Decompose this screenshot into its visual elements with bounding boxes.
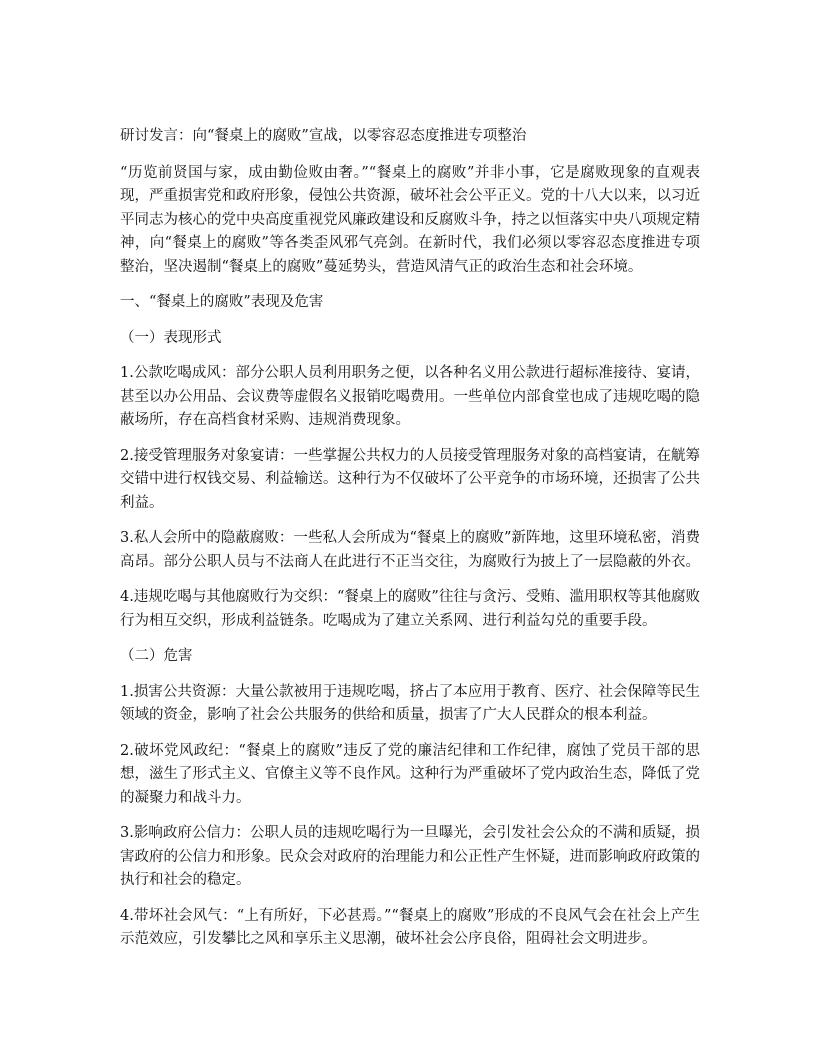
paragraph-item: 2.破坏党风政纪：“餐桌上的腐败”违反了党的廉洁纪律和工作纪律，腐蚀了党员干部的思想，滋生了形式主义、官僚主义等不良作风。这种行为严重破坏了党内政治生态，降低了党的凝聚力和战斗力。	[120, 742, 700, 806]
paragraph-item: 1.损害公共资源：大量公款被用于违规吃喝，挤占了本应用于教育、医疗、社会保障等民生领域的资金，影响了社会公共服务的供给和质量，损害了广大人民群众的根本利益。	[120, 683, 700, 723]
document-title: 研讨发言：向“餐桌上的腐败”宣战，以零容忍态度推进专项整治	[120, 128, 527, 144]
paragraph-item: 2.接受管理服务对象宴请：一些掌握公共权力的人员接受管理服务对象的高档宴请，在觥筹交错中进行权钱交易、利益输送。这种行为不仅破坏了公平竞争的市场环境，还损害了公共利益。	[120, 447, 700, 511]
subsection-heading-harms: （二）危害	[120, 648, 193, 664]
section-heading-1: 一、“餐桌上的腐败”表现及危害	[120, 294, 324, 310]
intro-paragraph: “历览前贤国与家，成由勤俭败由奢。”“餐桌上的腐败”并非小事，它是腐败现象的直观表现，严重损害党和政府形象，侵蚀公共资源，破坏社会公平正义。党的十八大以来，以习近平同志为核心的党中央高度重视党风廉政建设和反腐败斗争，持之以恒落实中央八项规定精神，向“餐桌上的腐败”等各类歪风邪气亮剑。在新时代，我们必须以零容忍态度推进专项整治，坚决遏制“餐桌上的腐败”蔓延势头，营造风清气正的政治生态和社会环境。	[120, 164, 700, 275]
subsection-heading-forms: （一）表现形式	[120, 329, 222, 346]
paragraph-item: 3.影响政府公信力：公职人员的违规吃喝行为一旦曝光，会引发社会公众的不满和质疑，损害政府的公信力和形象。民众会对政府的治理能力和公正性产生怀疑，进而影响政府政策的执行和社会的稳定。	[120, 825, 700, 888]
paragraph-item: 4.带坏社会风气：“上有所好，下必甚焉。”“餐桌上的腐败”形成的不良风气会在社会上产生示范效应，引发攀比之风和享乐主义思潮，破坏社会公序良俗，阻碍社会文明进步。	[120, 907, 700, 947]
paragraph-item: 4.违规吃喝与其他腐败行为交织：“餐桌上的腐败”往往与贪污、受贿、滥用职权等其他腐败行为相互交织，形成利益链条。吃喝成为了建立关系网、进行利益勾兑的重要手段。	[120, 589, 700, 629]
document-page	[120, 125, 700, 964]
paragraph-item: 1.公款吃喝成风：部分公职人员利用职务之便，以各种名义用公款进行超标准接待、宴请，甚至以办公用品、会议费等虚假名义报销吃喝费用。一些单位内部食堂也成了违规吃喝的隐蔽场所，存在高档食材采购、违规消费现象。	[120, 365, 700, 428]
paragraph-item: 3.私人会所中的隐蔽腐败：一些私人会所成为“餐桌上的腐败”新阵地，这里环境私密，消费高昂。部分公职人员与不法商人在此进行不正当交往，为腐败行为披上了一层隐蔽的外衣。	[120, 530, 700, 570]
